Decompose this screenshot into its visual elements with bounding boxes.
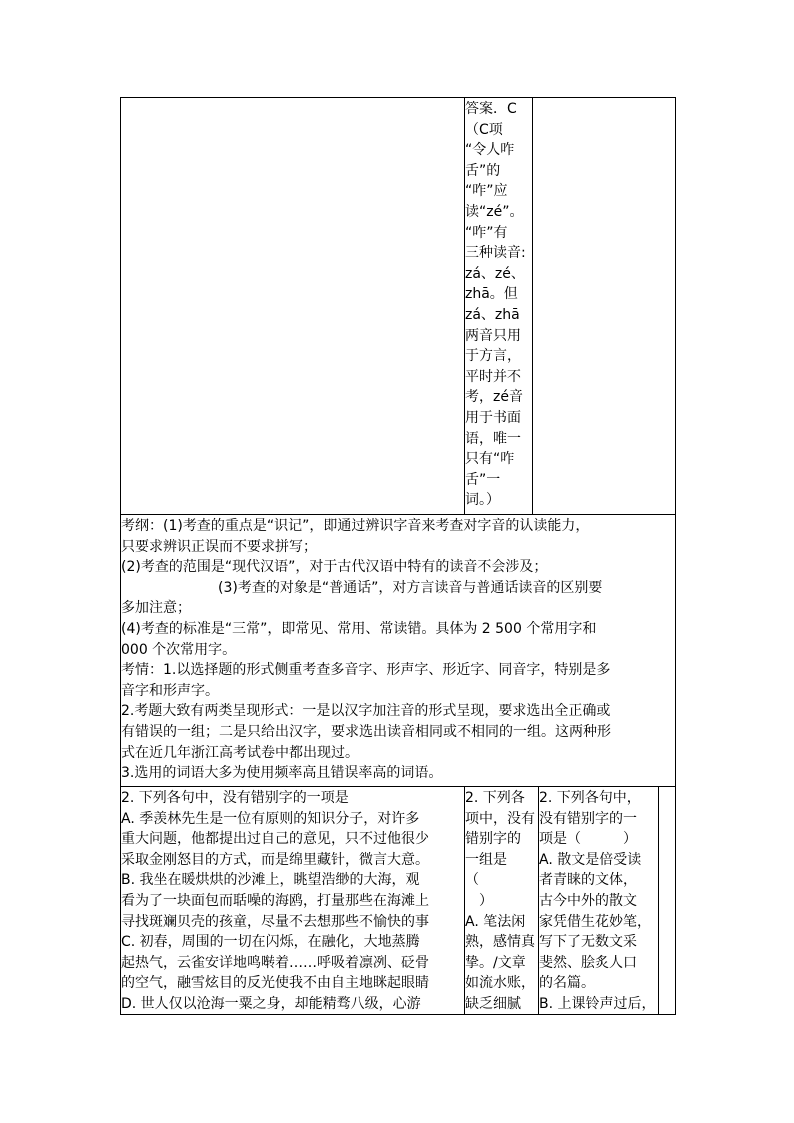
outline-line: (2)考查的范围是“现代汉语”，对于古代汉语中特有的读音不会涉及；: [121, 559, 548, 576]
question-line: 的名篇。: [539, 975, 595, 992]
top-left-cell: [120, 97, 465, 515]
outline-line: (4)考查的标准是“三常”，即常见、常用、常读错。具体为 2 500 个常用字和: [121, 620, 597, 637]
answer-line: 平时并不: [465, 368, 521, 385]
answer-line: “咋”应: [465, 183, 508, 200]
answer-line: 用于书面: [465, 409, 521, 426]
question-line: 采取金刚怒目的方式，而是绵里藏针，微言大意。: [121, 851, 429, 868]
question-line: 2. 下列各: [465, 790, 525, 806]
answer-line: 词。）: [465, 492, 500, 509]
question-line: 古今中外的散文: [539, 892, 637, 909]
question-line: 重大问题，他都提出过自己的意见，只不过他很少: [121, 831, 429, 848]
answer-line: 两音只用: [465, 327, 521, 344]
question-line: 一组是: [465, 851, 507, 868]
question-line: 挚。/文章: [465, 954, 526, 971]
question-line: 项中，没有: [465, 810, 535, 827]
outline-line: 2.考题大致有两类呈现形式：一是以汉字加注音的形式呈现，要求选出全正确或: [121, 703, 611, 720]
question-line: A. 散文是倍受读: [539, 851, 642, 868]
outline-line: 多加注意；: [121, 600, 191, 617]
question-line: C. 初春，周围的一切在闪烁，在融化，大地蒸腾: [121, 934, 420, 951]
answer-line: 于方言，: [465, 348, 521, 365]
question-line: A. 季羡林先生是一位有原则的知识分子，对许多: [121, 810, 420, 827]
outline-line: 有错误的一组；二是只给出汉字，要求选出读音相同或不相同的一组。这两种形: [121, 723, 611, 740]
answer-line: zá、zé、: [465, 265, 525, 282]
answer-line: zá、zhā: [465, 306, 520, 323]
question-line: 缺乏细腻: [465, 995, 521, 1012]
question-line: 项是（ ）: [539, 831, 637, 848]
outline-line: 考纲：(1)考查的重点是“识记”，即通过辨识字音来考查对字音的认读能力，: [121, 518, 590, 534]
question-cell-4: [658, 786, 676, 1015]
outline-line: 000 个次常用字。: [121, 641, 237, 658]
top-right-cell: [532, 97, 676, 515]
answer-line: 答案．C: [465, 101, 517, 117]
exam-outline-cell: [120, 514, 676, 787]
outline-line: 式在近几年浙江高考试卷中都出现过。: [121, 744, 359, 761]
question-line: 熟，感情真: [465, 934, 535, 951]
question-line: D. 世人仅以沧海一粟之身，却能精骛八级，心游: [121, 995, 421, 1012]
answer-line: 三种读音:: [465, 245, 526, 262]
outline-line: 音字和形声字。: [121, 682, 219, 699]
question-line: B. 上课铃声过后，: [539, 995, 656, 1012]
answer-line: 舌”的: [465, 162, 501, 179]
question-line: 错别字的: [465, 831, 521, 848]
question-line: 看为了一块面包而聒噪的海鸥，打量那些在海滩上: [121, 892, 429, 909]
question-line: 2. 下列各句中，没有错别字的一项是: [121, 790, 349, 806]
outline-line: (3)考查的对象是“普通话”，对方言读音与普通话读音的区别要: [218, 579, 603, 596]
question-line: 没有错别字的一: [539, 810, 637, 827]
question-line: 如流水账，: [465, 975, 535, 992]
answer-line: 语，唯一: [465, 430, 521, 447]
question-line: B. 我坐在暖烘烘的沙滩上，眺望浩缈的大海，观: [121, 872, 420, 889]
answer-line: “咋”有: [465, 224, 508, 241]
question-line: 写下了无数文采: [539, 934, 637, 951]
outline-line: 只要求辨识正误而不要求拼写；: [121, 538, 317, 555]
question-line: ）: [479, 892, 493, 909]
question-line: 寻找斑斓贝壳的孩童，尽量不去想那些不愉快的事: [121, 913, 429, 930]
question-line: 起热气，云雀安详地鸣啭着……呼吸着凛冽、砭骨: [121, 954, 429, 971]
question-line: 家凭借生花妙笔，: [539, 913, 651, 930]
answer-line: zhā。但: [465, 286, 518, 303]
question-line: 者青睐的文体，: [539, 872, 637, 889]
answer-cell: [464, 97, 533, 515]
answer-line: “令人咋: [465, 142, 515, 159]
question-line: A. 笔法闲: [465, 913, 526, 930]
answer-line: 舌”一: [465, 471, 501, 488]
question-cell-1: [120, 786, 465, 1015]
answer-line: 只有“咋: [465, 451, 515, 468]
question-line: 2. 下列各句中，: [539, 790, 641, 806]
answer-line: 考，zé音: [465, 389, 523, 406]
question-line: 的空气，融雪炫目的反光使我不由自主地眯起眼睛: [121, 975, 429, 992]
question-line: 斐然、脍炙人口: [539, 954, 637, 971]
question-line: （: [465, 872, 479, 889]
answer-line: （C项: [465, 121, 503, 138]
question-cell-2: [464, 786, 539, 1015]
outline-line: 3.选用的词语大多为使用频率高且错误率高的词语。: [121, 765, 443, 782]
answer-line: 读“zé”。: [465, 203, 524, 220]
outline-line: 考情：1.以选择题的形式侧重考查多音字、形声字、形近字、同音字，特别是多: [121, 662, 611, 679]
question-cell-3: [538, 786, 659, 1015]
